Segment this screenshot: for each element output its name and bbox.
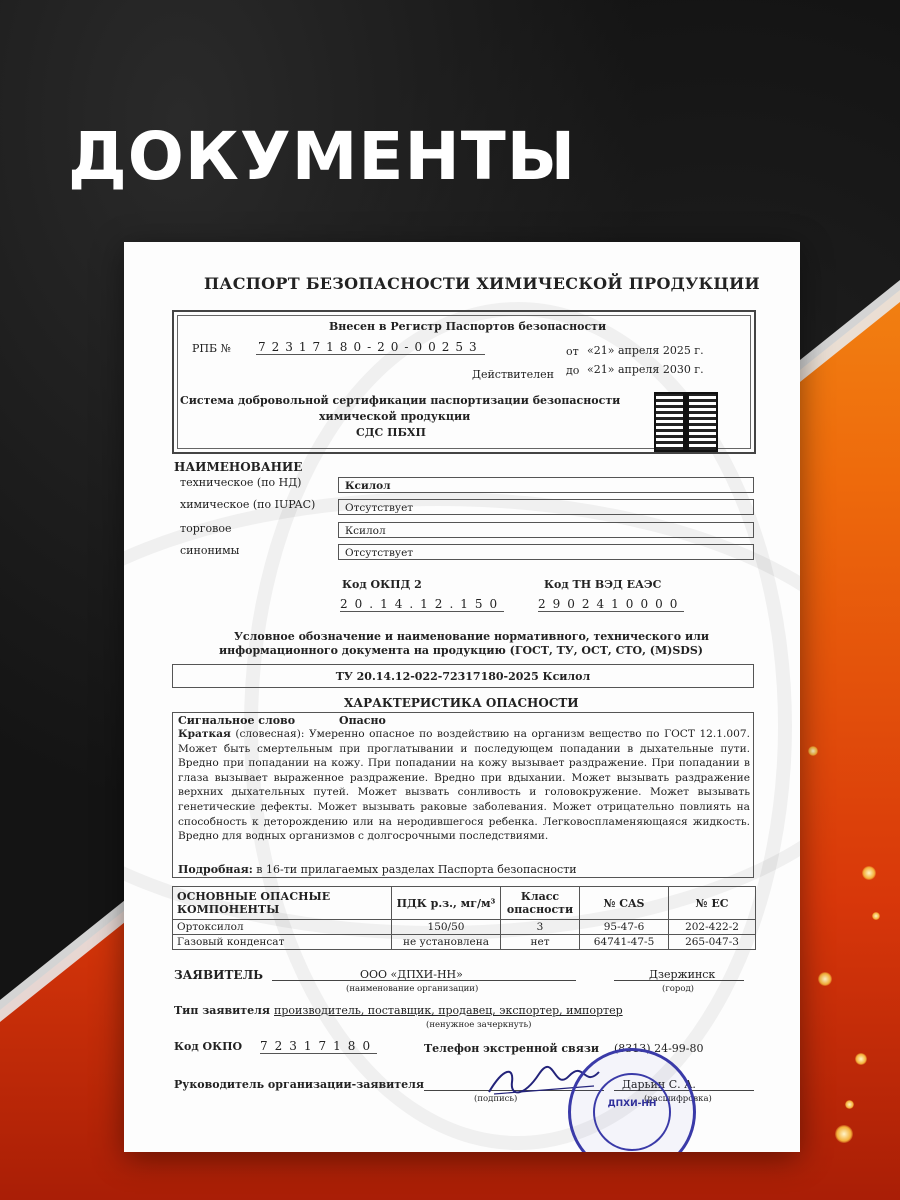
cell-ec: 265-047-3	[669, 935, 756, 950]
naming-value-technical: Ксилол	[338, 477, 754, 493]
cell-component: Газовый конденсат	[173, 935, 392, 950]
cell-ec: 202-422-2	[669, 920, 756, 935]
applicant-city: Дзержинск	[649, 968, 716, 981]
rpb-label: РПБ №	[192, 342, 231, 355]
valid-label: Действителен	[472, 368, 554, 381]
cell-cas: 64741-47-5	[580, 935, 669, 950]
hazard-brief-text: (словесная): Умеренно опасное по воздействию на организм вещество по ГОСТ 12.1.007. Может быть смертельным при проглатывании и последующем попадании в дыхательные пути. Вредно при попадании на кожу. При попадании на кожу вызывает раздражение. При попадании в глаза вызывает выраженное раздражение. Вредно при вдыхании. Может вызывать раздражение верхних дыхательных путей. Может вызвать сонливость и головокружение. Может вызывать генетические дефекты. Может вызывать раковые заболевания. Может отрицательно повлиять на способность к деторождению или на неродившегося ребенка. Легковоспламеняющаяся жидкость. Вредно для водных организмов с долгосрочными последствиями.	[178, 728, 750, 843]
naming-value-synonyms: Отсутствует	[338, 544, 754, 560]
cell-cas: 95-47-6	[580, 920, 669, 935]
sparkle	[862, 866, 876, 880]
certification-system-line1: Система добровольной сертификации паспортизации безопасности	[180, 394, 621, 407]
from-label: от	[566, 345, 579, 358]
cell-component: Ортоксилол	[173, 920, 392, 935]
stamp-text: ДПХИ-НН	[607, 1099, 657, 1109]
document-title: ПАСПОРТ БЕЗОПАСНОСТИ ХИМИЧЕСКОЙ ПРОДУКЦИИ	[204, 274, 760, 293]
applicant-label: ЗАЯВИТЕЛЬ	[174, 968, 264, 982]
hazard-brief	[178, 727, 750, 844]
to-date: «21» апреля 2030 г.	[587, 363, 704, 376]
phone-value: (8313) 24-99-80	[614, 1042, 704, 1055]
table-header-row	[173, 887, 756, 920]
applicant-type-caption: (ненужное зачеркнуть)	[426, 1020, 532, 1030]
sparkle	[808, 746, 818, 756]
sparkle	[845, 1100, 854, 1109]
applicant-city-caption: (город)	[662, 984, 694, 994]
sparkle	[818, 972, 832, 986]
col-header-class: Класс опасности	[501, 887, 580, 920]
head-name: Дарьин С. А.	[622, 1078, 696, 1091]
phone-label: Телефон экстренной связи	[424, 1042, 599, 1055]
registry-header: Внесен в Регистр Паспортов безопасности	[329, 320, 607, 333]
tnved-value: 2902410000	[538, 597, 685, 611]
tnved-label: Код ТН ВЭД ЕАЭС	[544, 578, 662, 591]
page-headline: ДОКУМЕНТЫ	[68, 118, 577, 195]
signal-word-label: Сигнальное слово	[178, 714, 296, 727]
col-header-ec: № ЕС	[669, 887, 756, 920]
naming-label-technical: техническое (по НД)	[180, 476, 302, 489]
name-caption: (расшифровка)	[644, 1094, 712, 1104]
okpd-value: 20.14.12.150	[340, 597, 505, 611]
sparkle	[835, 1125, 853, 1143]
hazard-detail	[178, 863, 577, 876]
applicant-org-caption: (наименование организации)	[346, 984, 479, 994]
head-label: Руководитель организации-заявителя	[174, 1078, 424, 1091]
from-date: «21» апреля 2025 г.	[587, 344, 704, 357]
signal-word-value: Опасно	[339, 714, 386, 727]
cell-pdk: 150/50	[392, 920, 501, 935]
signature-caption: (подпись)	[474, 1094, 518, 1104]
safety-passport-document	[124, 242, 800, 1152]
naming-heading: НАИМЕНОВАНИЕ	[174, 460, 303, 474]
sparkle	[872, 912, 880, 920]
rpb-number: 72317180-20-00253	[258, 340, 483, 354]
components-table	[172, 886, 756, 950]
norm-doc-line2: информационного документа на продукцию (ГОСТ, ТУ, ОСТ, СТО, (М)SDS)	[219, 644, 703, 657]
norm-doc-line1: Условное обозначение и наименование нормативного, технического или	[234, 630, 710, 643]
hazard-heading: ХАРАКТЕРИСТИКА ОПАСНОСТИ	[344, 696, 579, 710]
cell-class: 3	[501, 920, 580, 935]
okpd-label: Код ОКПД 2	[342, 578, 422, 591]
qr-code-icon	[654, 392, 718, 452]
naming-label-synonyms: синонимы	[180, 544, 240, 557]
naming-label-trade: торговое	[180, 522, 232, 535]
hazard-brief-label: Краткая	[178, 728, 231, 740]
table-row	[173, 920, 756, 935]
table-row	[173, 935, 756, 950]
col-header-pdk: ПДК р.з., мг/м³	[392, 887, 501, 920]
norm-doc-value: ТУ 20.14.12-022-72317180-2025 Ксилол	[172, 664, 754, 688]
to-label: до	[566, 364, 580, 377]
okpo-label: Код ОКПО	[174, 1040, 243, 1053]
naming-value-iupac: Отсутствует	[338, 499, 754, 515]
applicant-type-value: производитель, поставщик, продавец, экспортер, импортер	[274, 1004, 623, 1017]
okpo-value: 72317180	[260, 1039, 378, 1053]
hazard-detail-text: в 16-ти прилагаемых разделах Паспорта безопасности	[256, 863, 577, 876]
hazard-detail-label: Подробная:	[178, 863, 253, 876]
naming-label-iupac: химическое (по IUPAC)	[180, 498, 316, 511]
col-header-cas: № CAS	[580, 887, 669, 920]
naming-value-trade: Ксилол	[338, 522, 754, 538]
applicant-type-label: Тип заявителя	[174, 1004, 270, 1017]
sparkle	[855, 1053, 867, 1065]
cell-pdk: не установлена	[392, 935, 501, 950]
applicant-org: ООО «ДПХИ-НН»	[360, 968, 463, 981]
certification-system-line2: химической продукции	[319, 410, 471, 423]
col-header-components: ОСНОВНЫЕ ОПАСНЫЕ КОМПОНЕНТЫ	[173, 887, 392, 920]
certification-system-abbr: СДС ПБХП	[356, 426, 426, 439]
cell-class: нет	[501, 935, 580, 950]
